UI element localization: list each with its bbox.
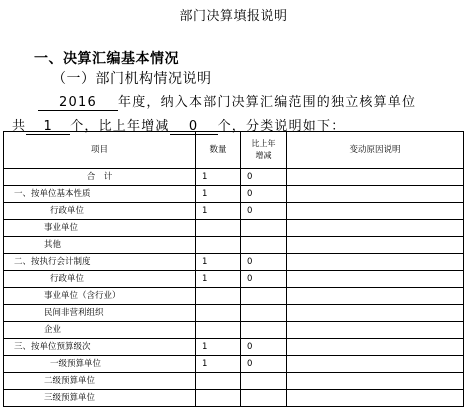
- row-label: 合 计: [4, 169, 196, 186]
- unit-count-value: 1: [26, 120, 70, 135]
- year-value: 2016: [38, 96, 118, 111]
- header-reason: 变动原因说明: [287, 132, 464, 169]
- row-label: 二、按执行会计制度: [4, 254, 196, 271]
- row-reason: [287, 203, 464, 220]
- row-change: 0: [241, 203, 287, 220]
- table-row: [4, 169, 464, 186]
- row-reason: [287, 169, 464, 186]
- row-change: [241, 288, 287, 305]
- paragraph-text-2: 个，比上年增减: [70, 119, 170, 134]
- row-count: 1: [196, 254, 241, 271]
- row-label: 其他: [4, 237, 196, 254]
- row-label: 行政单位: [4, 271, 196, 288]
- table-row: [4, 254, 464, 271]
- row-label: 事业单位: [4, 220, 196, 237]
- row-change: [241, 322, 287, 339]
- row-change: [241, 220, 287, 237]
- table-row: [4, 186, 464, 203]
- row-count: [196, 373, 241, 390]
- section-heading-1: 一、决算汇编基本情况: [34, 51, 179, 67]
- table-row: [4, 271, 464, 288]
- row-change: 0: [241, 254, 287, 271]
- row-label: 事业单位（含行业）: [4, 288, 196, 305]
- row-reason: [287, 271, 464, 288]
- paragraph-line-1: [12, 91, 462, 111]
- table-row: [4, 373, 464, 390]
- row-reason: [287, 220, 464, 237]
- row-count: [196, 288, 241, 305]
- row-label: 二级预算单位: [4, 373, 196, 390]
- header-count: 数量: [196, 132, 241, 169]
- row-count: 1: [196, 203, 241, 220]
- row-count: 1: [196, 271, 241, 288]
- table-header-row: [4, 132, 464, 169]
- row-label: 三级预算单位: [4, 390, 196, 407]
- row-change: 0: [241, 169, 287, 186]
- table-row: [4, 339, 464, 356]
- row-reason: [287, 373, 464, 390]
- row-count: 1: [196, 186, 241, 203]
- row-count: [196, 220, 241, 237]
- unit-classification-table: [3, 131, 464, 407]
- row-count: 1: [196, 339, 241, 356]
- row-reason: [287, 390, 464, 407]
- row-count: [196, 322, 241, 339]
- paragraph-text-3: 个，分类说明如下：: [217, 119, 346, 134]
- table-row: [4, 322, 464, 339]
- paragraph-text-1: 年度，纳入本部门决算汇编范围的独立核算单位: [118, 95, 417, 110]
- table-row: [4, 288, 464, 305]
- row-label: 一级预算单位: [4, 356, 196, 373]
- row-count: [196, 305, 241, 322]
- row-reason: [287, 237, 464, 254]
- row-label: 行政单位: [4, 203, 196, 220]
- change-value: 0: [170, 120, 218, 135]
- row-change: [241, 390, 287, 407]
- row-change: 0: [241, 186, 287, 203]
- header-item: 项目: [4, 132, 196, 169]
- header-change-text: 比上年增减: [251, 139, 276, 160]
- row-reason: [287, 254, 464, 271]
- paragraph-prefix-2: 共: [12, 119, 27, 134]
- row-reason: [287, 356, 464, 373]
- row-label: 民间非营利组织: [4, 305, 196, 322]
- table-row: [4, 356, 464, 373]
- row-count: [196, 237, 241, 254]
- table-row: [4, 220, 464, 237]
- row-count: 1: [196, 356, 241, 373]
- table-row: [4, 203, 464, 220]
- row-change: 0: [241, 356, 287, 373]
- row-change: [241, 305, 287, 322]
- subsection-heading-1: （一）部门机构情况说明: [52, 71, 212, 87]
- document-title: 部门决算填报说明: [179, 9, 288, 24]
- row-reason: [287, 322, 464, 339]
- row-reason: [287, 305, 464, 322]
- header-change: [241, 132, 287, 169]
- table-row: [4, 390, 464, 407]
- row-reason: [287, 339, 464, 356]
- row-label: 企业: [4, 322, 196, 339]
- row-count: [196, 390, 241, 407]
- row-reason: [287, 288, 464, 305]
- row-change: [241, 373, 287, 390]
- row-reason: [287, 186, 464, 203]
- row-change: 0: [241, 339, 287, 356]
- table-row: [4, 237, 464, 254]
- row-label: 一、按单位基本性质: [4, 186, 196, 203]
- row-label: 三、按单位预算级次: [4, 339, 196, 356]
- row-count: 1: [196, 169, 241, 186]
- row-change: 0: [241, 271, 287, 288]
- row-change: [241, 237, 287, 254]
- table-row: [4, 305, 464, 322]
